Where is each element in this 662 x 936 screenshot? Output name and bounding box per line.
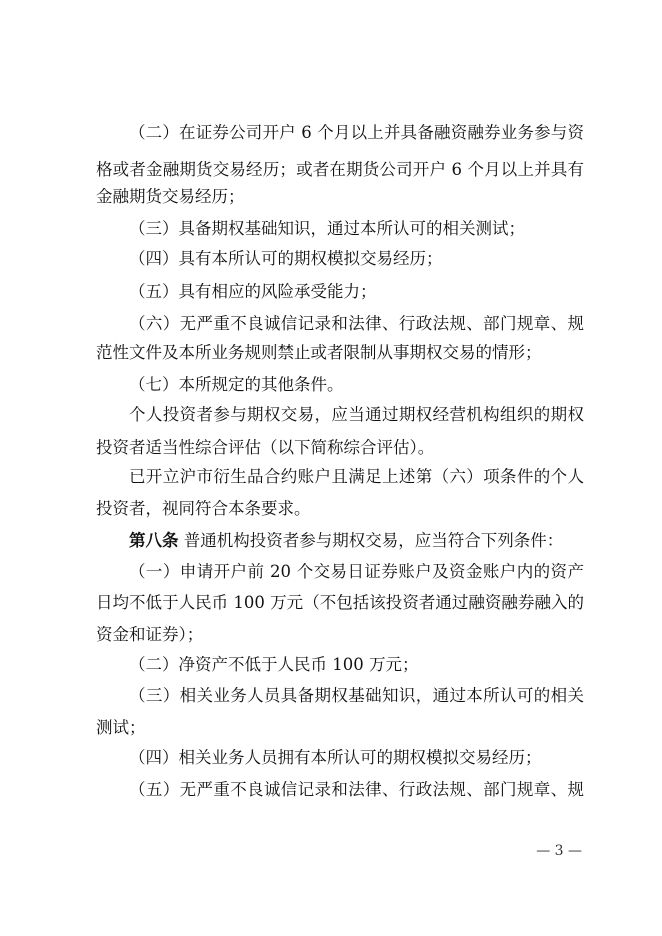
paragraph-line: （四）具有本所认可的期权模拟交易经历； [129,249,443,268]
paragraph-line: 投资者，视同符合本条要求。 [96,499,311,518]
paragraph-line: 范性文件及本所业务规则禁止或者限制从事期权交易的情形； [96,343,542,362]
paragraph-line: （六）无严重不良诚信记录和法律、行政法规、部门规章、规 [129,314,584,333]
paragraph-line: （七）本所规定的其他条件。 [129,375,344,394]
paragraph-line: （二）在证券公司开户 6 个月以上并具备融资融券业务参与资 [129,123,584,142]
article-number: 第八条 [129,531,179,550]
document-page [96,0,584,936]
paragraph-line: （五）无严重不良诚信记录和法律、行政法规、部门规章、规 [129,780,584,799]
page-number: — 3 — [536,843,582,859]
paragraph-line: 个人投资者参与期权交易，应当通过期权经营机构组织的期权 [129,405,584,424]
paragraph-line: 测试； [96,718,146,737]
paragraph-line: 日均不低于人民币 100 万元（不包括该投资者通过融资融券融入的 [96,593,584,612]
paragraph-line: （二）净资产不低于人民币 100 万元； [129,655,419,674]
paragraph-line: （一）申请开户前 20 个交易日证券账户及资金账户内的资产 [129,562,584,581]
paragraph-line: （五）具有相应的风险承受能力； [129,282,377,301]
paragraph-line: 投资者适当性综合评估（以下简称综合评估）。 [96,438,435,457]
paragraph-line: 已开立沪市衍生品合约账户且满足上述第（六）项条件的个人 [129,467,584,486]
article-text: 普通机构投资者参与期权交易，应当符合下列条件： [183,531,564,550]
article-heading-line [96,530,584,552]
paragraph-line: （三）相关业务人员具备期权基础知识，通过本所认可的相关 [129,686,584,705]
paragraph-line: （四）相关业务人员拥有本所认可的期权模拟交易经历； [129,748,542,767]
paragraph-line: 金融期货交易经历； [96,187,245,206]
paragraph-line: （三）具备期权基础知识，通过本所认可的相关测试； [129,219,525,238]
paragraph-line: 资金和证券）； [96,625,204,644]
paragraph-line: 格或者金融期货交易经历；或者在期货公司开户 6 个月以上并具有 [96,160,584,179]
